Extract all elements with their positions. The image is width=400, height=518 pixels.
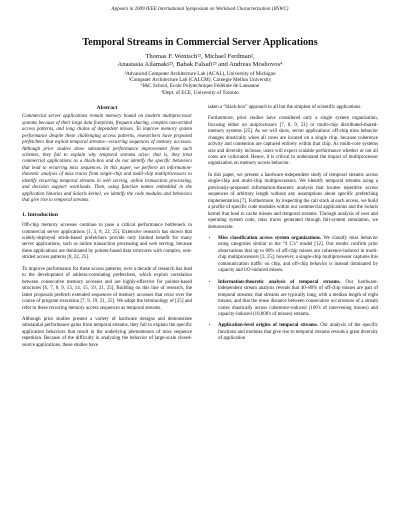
body-columns xyxy=(22,105,378,354)
affiliation: ¹Advanced Computer Architecture Lab (ACAL), University of Michigan xyxy=(124,71,276,77)
affiliations xyxy=(22,71,378,96)
right-column xyxy=(208,105,378,354)
contribution-text: We classify miss behavior using categories similar to the “4 C's” model [12]. Our results confirm prior observations that up to 80% of off-chip misses are coherence-induced in multi-chip multiprocessors [3, 25]; however, a single-chip multiprocessor captures this communication traffic on chip, and off-chip behavior is instead dominated by capacity and I/O-induced misses. xyxy=(218,235,378,274)
contribution-lead: Miss classification across system organizations. xyxy=(218,235,322,241)
contribution-list xyxy=(208,236,378,343)
venue-line xyxy=(22,7,378,13)
contribution-item xyxy=(218,236,378,275)
intro-paragraph: Off-chip memory accesses continue to pose a critical performance bottleneck in commercial server applications [1, 3, 8, 22, 25]. Extensive research has shown that widely-deployed stride-based prefetchers provide only limited benefit for many server applications, such as online transaction processing and web serving, because these applications are dominated by pointer-based data structures with complex, non-strided access patterns [8, 22, 25]. xyxy=(22,223,192,261)
contribution-item xyxy=(218,280,378,319)
affiliation: ³I&C School, Ecole Polytechnique Fédérale de Lausanne xyxy=(140,83,260,90)
author-list xyxy=(22,53,378,69)
contribution-lead: Information-theoretic analysis of temporal streams. xyxy=(218,279,341,285)
contribution-text: Our analysis of the specific functions and modules that give rise to temporal streams reveals a great diversity of application xyxy=(218,323,378,342)
venue-name: 2009 IEEE International Symposium on Workload Characterization (IISWC) xyxy=(134,7,289,12)
affiliation: ²Computer Architecture Lab (CALCM), Carnegie Mellon University xyxy=(128,77,272,84)
intro-paragraph: Although prior studies present a variety of hardware designs and demonstrate substantial performance gains from temporal streams, they fail to explain the specific application behaviors that result in the underlying phenomenon of miss sequence repetition. Because of the difficulty in analyzing the behavior of large-scale closed-source applications, these studies have xyxy=(22,316,192,348)
contribution-item xyxy=(218,323,378,342)
paper-title: Temporal Streams in Commercial Server Applications xyxy=(82,37,318,48)
affiliation: ⁴Dept. of ECE, University of Toronto xyxy=(161,89,239,96)
contribution-lead: Application-level origins of temporal streams. xyxy=(218,323,319,329)
authors-line-2: Anastasia Ailamaki²³, Babak Falsafi²³ and Andreas Moshovos⁴ xyxy=(117,61,283,68)
abstract-heading: Abstract xyxy=(96,104,118,111)
body-paragraph: Furthermore, prior studies have considered only a single system organization, focusing either on uniprocessors [7, 8, 9, 21] or multi-chip distributed-shared-memory systems [25]. As we will show, server applications' off-chip miss behavior changes drastically when all cores are located on a single chip, because coherence activity and contention are captured entirely within that chip. As multi-core systems size and diversity increase, users will expect scalable performance whether or not all cores are collocated. Hence, it is critical to understand the impact of multiprocessor organization on memory access behavior. xyxy=(208,116,378,167)
venue-prefix: Appears in xyxy=(111,7,134,12)
body-paragraph: taken a “black-box” approach to all but the simplest of scientific applications. xyxy=(208,104,362,110)
authors-line-1: Thomas F. Wenisch¹², Michael Ferdman², xyxy=(145,53,255,60)
contribution-text: Our hardware-independent stream analysis reveals that 40–80% of off-chip misses are part of temporal streams; that streams are typically long, with a median length of eight misses; and that the reuse distance between consecutive occurrences of a stream varies drastically across coherence-induced (100's of intervening misses) and capacity-induced (10,000's of misses) streams. xyxy=(218,279,378,317)
intro-heading: 1. Introduction xyxy=(22,211,58,218)
abstract-text: Commercial server applications remain memory bound on modern multiprocessor systems because of their large data footprints, frequent sharing, complex non-strided access patterns, and long chains of dependent misses. To improve memory system performance despite these challenging access patterns, researchers have proposed prefetchers that exploit temporal streams—recurring sequences of memory accesses. Although prior studies show substantial performance improvement from such schemes, they fail to explain why temporal streams arise; that is, they treat commercial applications as a black-box and do not identify the specific behaviors that lead to recurring miss sequences. In this paper, we perform an information-theoretic analysis of miss traces from single-chip and multi-chip multiprocessors to identify recurring temporal streams in web serving, online transaction processing, and decision support workloads. Then, using function names embedded in the application binaries and Solaris kernel, we identify the code modules and behaviors that give rise to temporal streams. xyxy=(22,114,192,204)
intro-paragraph: To improve performance for these access patterns, over a decade of research has lead to the development of address-correlating prefetchers, which exploit correlation between consecutive memory accesses and are highly-effective for pointer-based structures [6, 7, 8, 9, 13, 14, 15, 19, 21, 25]. Building on this line of research, the latest proposals prefetch extended sequences of memory accesses that recur over the course of program execution [7, 9, 19, 21, 25]. We adopt the terminology of [25] and refer to these recurring memory access sequences as temporal streams. xyxy=(22,266,192,311)
body-paragraph: In this paper, we present a hardware-independent study of temporal streams across single-chip and multi-chip multiprocessors. We identify temporal streams using a previously-proposed information-theoretic analysis that locates repetitive access sequences of arbitrary length without any assumptions about specific prefetching implementation [7]. Furthermore, by inspecting the call stack at each access, we build a profile of specific code modules within our commercial applications and the Solaris kernel that lead to cache misses and temporal streams. Through analysis of user and operating system code, miss traces generated through full-system simulation, we demonstrate: xyxy=(208,172,378,230)
left-column xyxy=(22,105,192,354)
